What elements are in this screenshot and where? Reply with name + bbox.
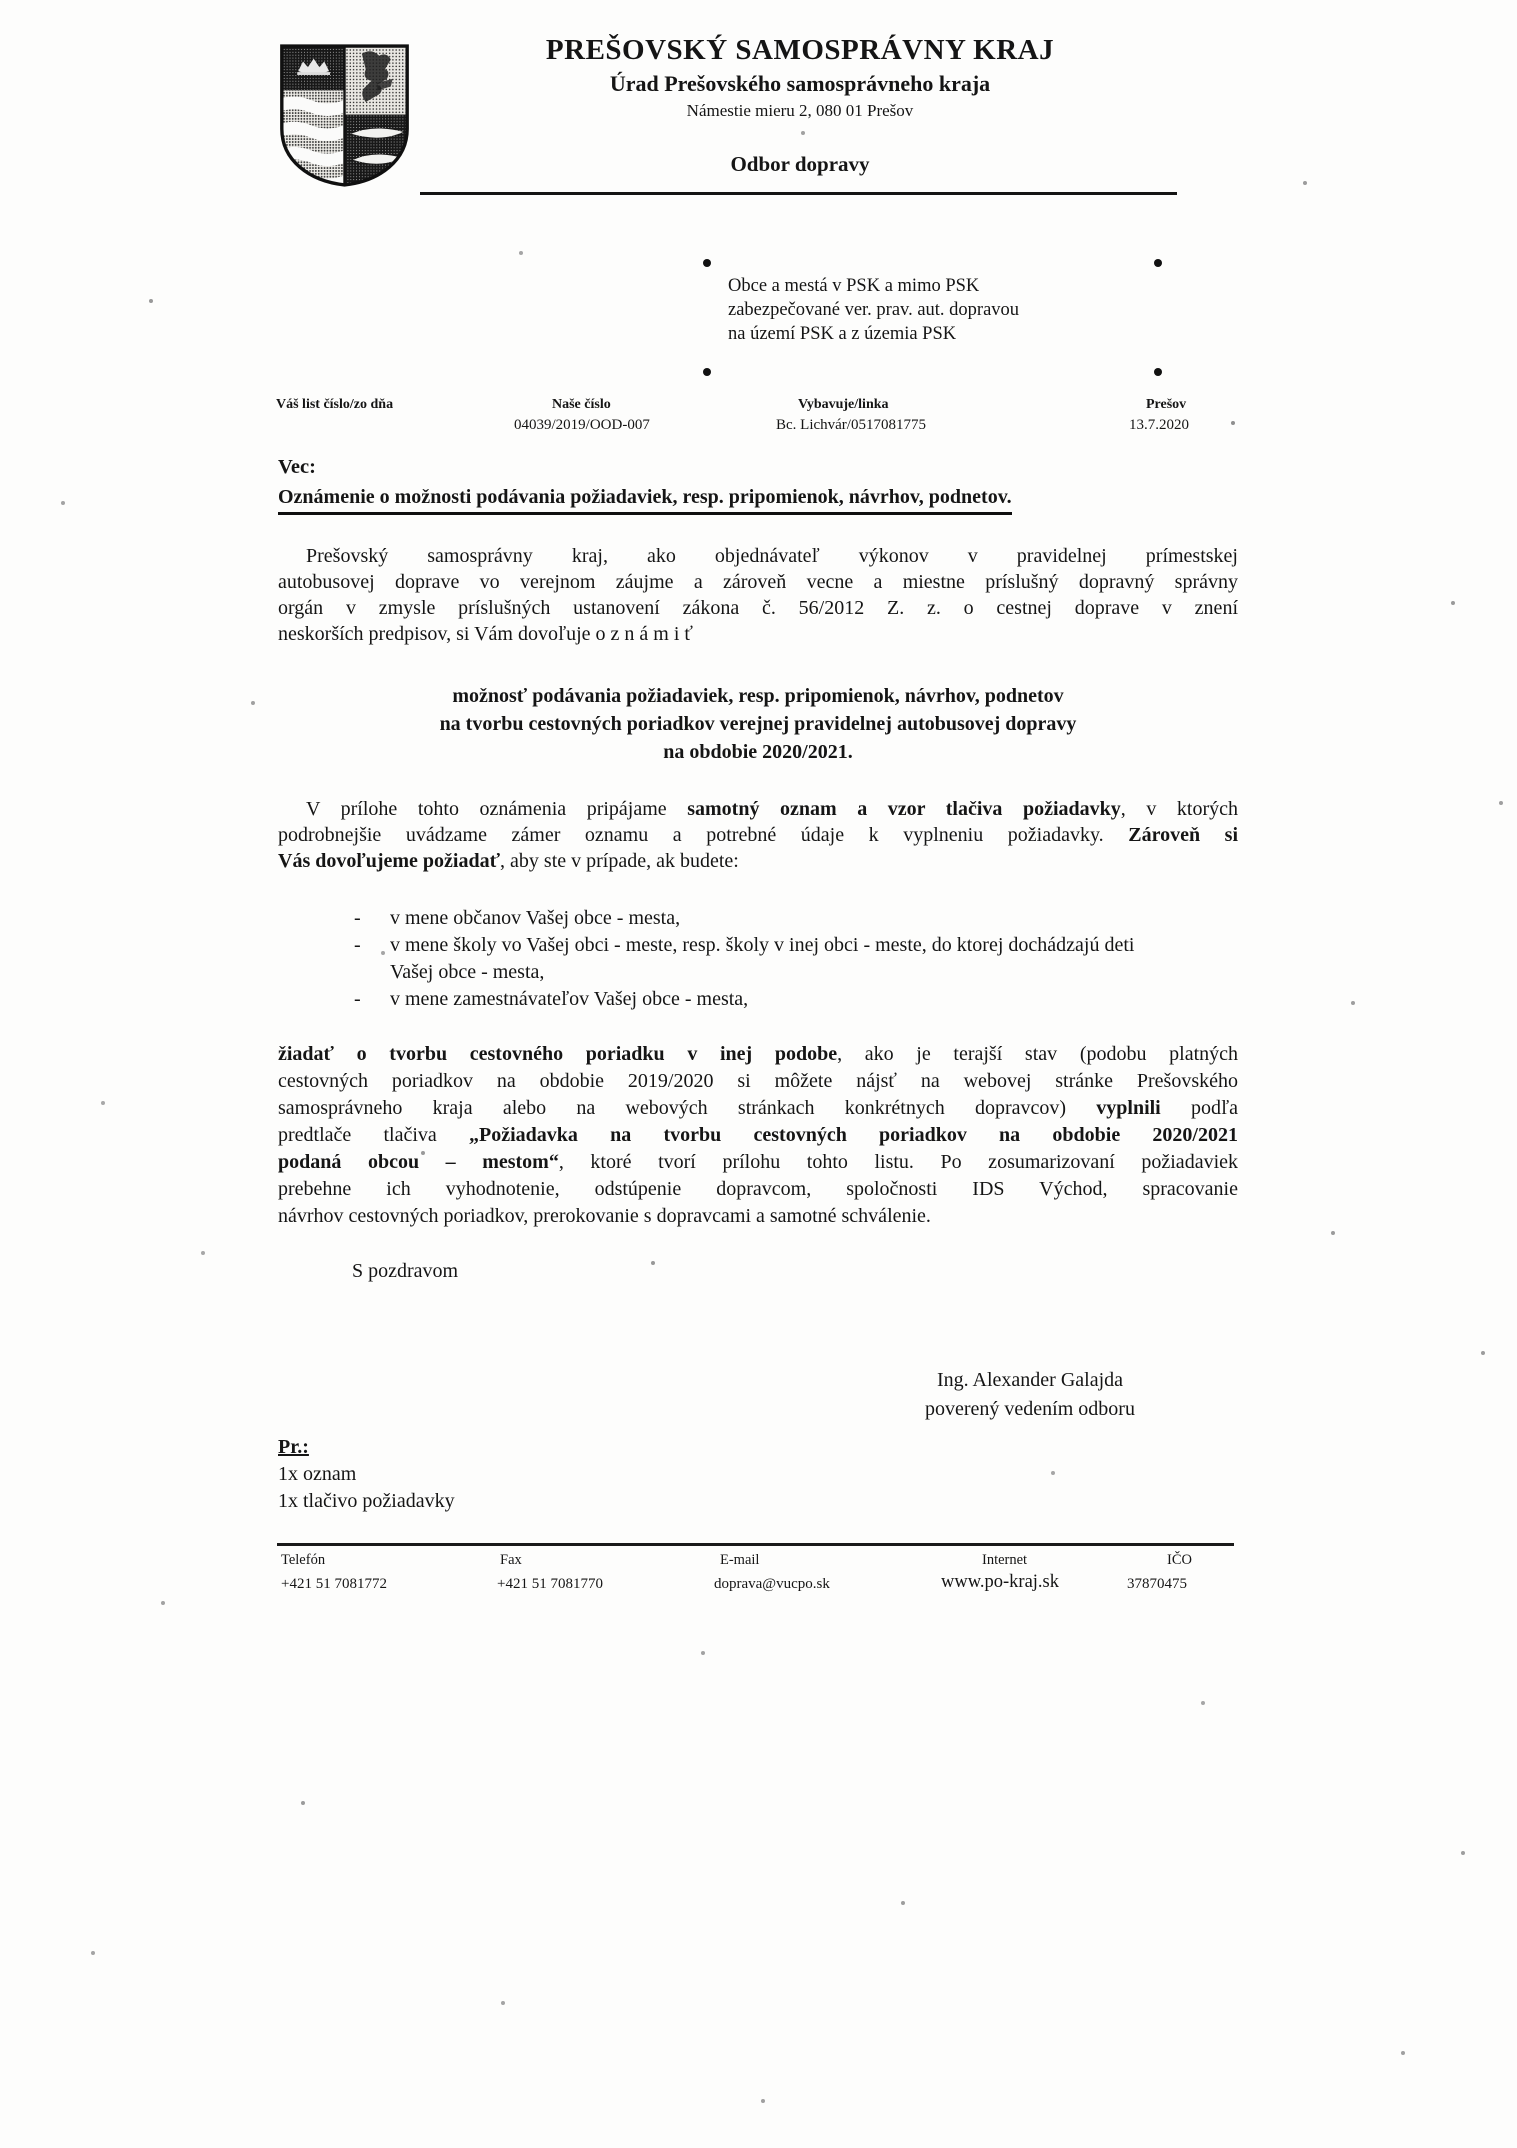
recipient-line: na území PSK a z územia PSK xyxy=(728,324,957,344)
list-bullet: - xyxy=(354,988,361,1010)
body-line: žiadať o tvorbu cestovného poriadku v inej podobe, ako je terajší stav (podobu platných xyxy=(278,1043,1239,1065)
enclosure-item: 1x tlačivo požiadavky xyxy=(278,1490,455,1512)
org-address: Námestie mieru 2, 080 01 Prešov xyxy=(686,101,914,120)
fold-mark-dot xyxy=(703,259,711,267)
subject-title: Oznámenie o možnosti podávania požiadaviek, resp. pripomienok, návrhov, podnetov. xyxy=(278,486,1012,515)
footer-label-telefon: Telefón xyxy=(281,1552,326,1568)
body-line: návrhov cestovných poriadkov, prerokovanie s dopravcami a samotné schválenie. xyxy=(278,1205,931,1227)
coat-of-arms xyxy=(277,42,412,188)
ref-label-our-number: Naše číslo xyxy=(552,397,611,412)
body-line: autobusovej doprave vo verejnom záujme a zároveň vecne a miestne príslušný dopravný správny xyxy=(278,571,1238,593)
ref-label-handled-by: Vybavuje/linka xyxy=(798,397,889,412)
list-bullet: - xyxy=(354,934,361,956)
ref-label-place: Prešov xyxy=(1146,397,1187,412)
body-line: cestovných poriadkov na obdobie 2019/2020 si môžete nájsť na webovej stránke Prešovského xyxy=(278,1070,1238,1092)
department-name: Odbor dopravy xyxy=(730,152,870,176)
footer-label-internet: Internet xyxy=(982,1552,1028,1568)
scan-noise-speckles xyxy=(0,0,2,2)
recipient-line: Obce a mestá v PSK a mimo PSK xyxy=(728,276,980,296)
ref-label-your-letter: Váš list číslo/zo dňa xyxy=(276,397,394,412)
footer-label-fax: Fax xyxy=(500,1552,522,1568)
announcement-block xyxy=(278,682,1238,766)
list-item: - v mene zamestnávateľov Vašej obce - mesta, xyxy=(354,986,1154,1013)
footer-rule xyxy=(277,1543,1234,1546)
closing-salutation: S pozdravom xyxy=(352,1260,459,1282)
fold-mark-dot xyxy=(703,368,711,376)
footer-value-telefon: +421 51 7081772 xyxy=(281,1576,387,1592)
recipient-block xyxy=(728,274,1019,346)
body-line: V prílohe tohto oznámenia pripájame samotný oznam a vzor tlačiva požiadavky, v ktorých xyxy=(306,798,1238,820)
list-bullet: - xyxy=(354,907,361,929)
announcement-line: možnosť podávania požiadaviek, resp. pripomienok, návrhov, podnetov xyxy=(452,685,1064,707)
footer-label-email: E-mail xyxy=(720,1552,760,1568)
ref-value-date: 13.7.2020 xyxy=(1129,417,1189,433)
ref-value-our-number: 04039/2019/OOD-007 xyxy=(514,417,650,433)
enclosures-label: Pr.: xyxy=(278,1436,309,1458)
paragraph-3 xyxy=(278,1041,1238,1230)
enclosures-block xyxy=(278,1434,455,1515)
body-line: prebehne ich vyhodnotenie, odstúpenie dopravcom, spoločnosti IDS Východ, spracovanie xyxy=(278,1178,1238,1200)
subject-label: Vec: xyxy=(278,456,316,478)
fold-mark-dot xyxy=(1154,259,1162,267)
fold-mark-dot xyxy=(1154,368,1162,376)
org-name: PREŠOVSKÝ SAMOSPRÁVNY KRAJ xyxy=(545,34,1055,66)
body-line: neskorších predpisov, si Vám dovoľuje o z n á m i ť xyxy=(278,623,693,645)
ref-value-handled-by: Bc. Lichvár/0517081775 xyxy=(776,417,926,433)
body-line: Vás dovoľujeme požiadať, aby ste v prípade, ak budete: xyxy=(278,850,739,872)
list-item: - v mene občanov Vašej obce - mesta, xyxy=(354,905,1154,932)
enclosure-item: 1x oznam xyxy=(278,1463,357,1485)
header-rule xyxy=(420,192,1177,195)
signatory-name: Ing. Alexander Galajda xyxy=(936,1369,1124,1391)
body-line: podrobnejšie uvádzame zámer oznamu a potrebné údaje k vyplneniu požiadavky. Zároveň si xyxy=(278,824,1238,846)
announcement-line: na obdobie 2020/2021. xyxy=(663,741,853,763)
footer-value-fax: +421 51 7081770 xyxy=(497,1576,603,1592)
office-name: Úrad Prešovského samosprávneho kraja xyxy=(609,71,991,96)
body-line: orgán v zmysle príslušných ustanovení zákona č. 56/2012 Z. z. o cestnej doprave v znení xyxy=(278,597,1238,619)
body-line: samosprávneho kraja alebo na webových stránkach konkrétnych dopravcov) vyplnili podľa xyxy=(278,1097,1238,1119)
body-line: podaná obcou – mestom“, ktoré tvorí prílohu tohto listu. Po zosumarizovaní požiadaviek xyxy=(278,1151,1238,1173)
signatory-title: poverený vedením odboru xyxy=(925,1398,1135,1420)
footer-value-internet: www.po-kraj.sk xyxy=(941,1572,1060,1592)
recipient-line: zabezpečované ver. prav. aut. dopravou xyxy=(728,300,1020,320)
body-line: predtlače tlačiva „Požiadavka na tvorbu cestovných poriadkov na obdobie 2020/2021 xyxy=(278,1124,1238,1146)
footer-value-ico: 37870475 xyxy=(1127,1576,1187,1592)
footer-label-ico: IČO xyxy=(1167,1552,1192,1568)
request-list xyxy=(354,905,1154,1013)
announcement-line: na tvorbu cestovných poriadkov verejnej pravidelnej autobusovej dopravy xyxy=(439,713,1077,735)
body-line: Prešovský samosprávny kraj, ako objednávateľ výkonov v pravidelnej prímestskej xyxy=(306,545,1238,567)
paragraph-2 xyxy=(278,796,1238,874)
paragraph-1 xyxy=(278,543,1238,647)
footer-value-email: doprava@vucpo.sk xyxy=(714,1576,830,1592)
list-item: - v mene školy vo Vašej obci - meste, resp. školy v inej obci - meste, do ktorej dochádzajú deti Vašej obce - mesta, xyxy=(354,932,1154,986)
signature-block xyxy=(840,1366,1220,1424)
